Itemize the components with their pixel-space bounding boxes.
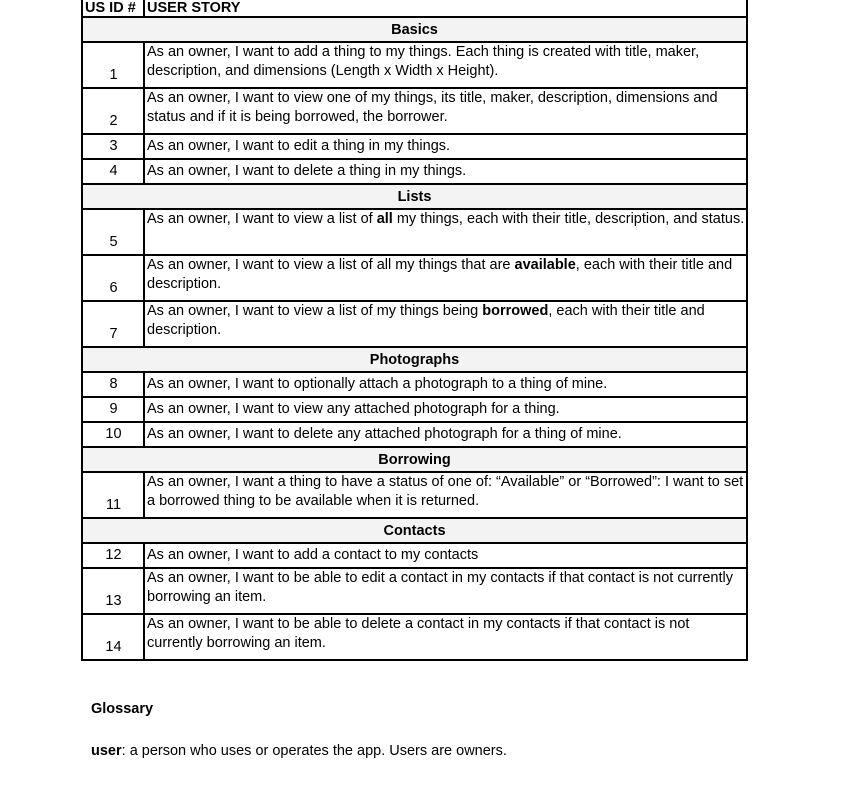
table-row (82, 614, 747, 660)
story-emphasis: available (514, 257, 576, 273)
section-title: Photographs (82, 347, 747, 372)
story-text (144, 614, 747, 660)
story-emphasis: borrowed (482, 303, 549, 319)
table-row (82, 568, 747, 614)
story-id: 14 (82, 614, 144, 660)
story-text-part: As an owner, I want to delete any attached photograph for a thing of mine. (147, 426, 622, 442)
glossary-definition: : a person who uses or operates the app. Users are owners. (121, 743, 507, 759)
story-text (144, 372, 747, 397)
story-text (144, 543, 747, 568)
section-title: Contacts (82, 518, 747, 543)
section-row (82, 347, 747, 372)
glossary-entry (91, 743, 507, 759)
story-text-part: As an owner, I want to view any attached photograph for a thing. (147, 401, 560, 417)
story-text (144, 397, 747, 422)
table-row (82, 372, 747, 397)
story-emphasis: all (376, 211, 393, 227)
story-id: 2 (82, 88, 144, 134)
section-row (82, 447, 747, 472)
story-text-part: As an owner, I want to view one of my things, its title, maker, description, dimensions and status and if it is being borrowed, the borrower. (147, 90, 718, 125)
table-header-row (82, 0, 747, 17)
story-text (144, 472, 747, 518)
table-row (82, 42, 747, 88)
story-text (144, 134, 747, 159)
story-text-part: As an owner, I want to edit a thing in my things. (147, 138, 451, 154)
section-title: Borrowing (82, 447, 747, 472)
table-row (82, 422, 747, 447)
story-id: 10 (82, 422, 144, 447)
story-id: 1 (82, 42, 144, 88)
story-text (144, 159, 747, 184)
story-id: 12 (82, 543, 144, 568)
story-text (144, 301, 747, 347)
section-row (82, 17, 747, 42)
story-text-part: As an owner, I want to optionally attach a photograph to a thing of mine. (147, 376, 608, 392)
story-text-part: As an owner, I want a thing to have a status of one of: “Available” or “Borrowed”: I want to set a borrowed thing to be available when it is returned. (147, 474, 744, 509)
story-text (144, 209, 747, 255)
story-text-part: my things, each with their title, description, and status. (392, 211, 745, 227)
table-row (82, 472, 747, 518)
us-id-header: US ID # (82, 0, 144, 17)
story-text (144, 568, 747, 614)
table-row (82, 397, 747, 422)
table-row (82, 88, 747, 134)
story-text-part: As an owner, I want to view a list of my things being (147, 303, 483, 319)
story-id: 13 (82, 568, 144, 614)
story-text-part: As an owner, I want to view a list of all my things that are (147, 257, 515, 273)
table-row (82, 255, 747, 301)
story-id: 5 (82, 209, 144, 255)
story-text (144, 88, 747, 134)
table-row (82, 543, 747, 568)
story-text (144, 255, 747, 301)
user-story-table (81, 0, 748, 661)
table-row (82, 209, 747, 255)
table-row (82, 134, 747, 159)
user-story-header: USER STORY (144, 0, 747, 17)
story-id: 3 (82, 134, 144, 159)
story-id: 4 (82, 159, 144, 184)
story-text-part: As an owner, I want to be able to delete a contact in my contacts if that contact is not currently borrowing an item. (147, 616, 690, 651)
section-title: Basics (82, 17, 747, 42)
story-id: 6 (82, 255, 144, 301)
story-id: 9 (82, 397, 144, 422)
story-text-part: As an owner, I want to add a contact to my contacts (147, 547, 479, 563)
story-text (144, 422, 747, 447)
section-row (82, 184, 747, 209)
table-row (82, 301, 747, 347)
glossary-term: user (91, 743, 122, 759)
section-row (82, 518, 747, 543)
glossary-heading: Glossary (91, 701, 154, 717)
story-text-part: , each with their title and description. (147, 257, 733, 292)
story-text-part: As an owner, I want to view a list of (147, 211, 377, 227)
story-text-part: As an owner, I want to be able to edit a contact in my contacts if that contact is not currently borrowing an item. (147, 570, 733, 605)
story-text-part: As an owner, I want to delete a thing in my things. (147, 163, 467, 179)
story-text-part: , each with their title and description. (147, 303, 705, 338)
story-id: 8 (82, 372, 144, 397)
section-title: Lists (82, 184, 747, 209)
story-text-part: As an owner, I want to add a thing to my things. Each thing is created with title, maker, description, and dimensions (Length x Width x Height). (147, 44, 700, 79)
story-id: 11 (82, 472, 144, 518)
story-id: 7 (82, 301, 144, 347)
table-row (82, 159, 747, 184)
story-text (144, 42, 747, 88)
